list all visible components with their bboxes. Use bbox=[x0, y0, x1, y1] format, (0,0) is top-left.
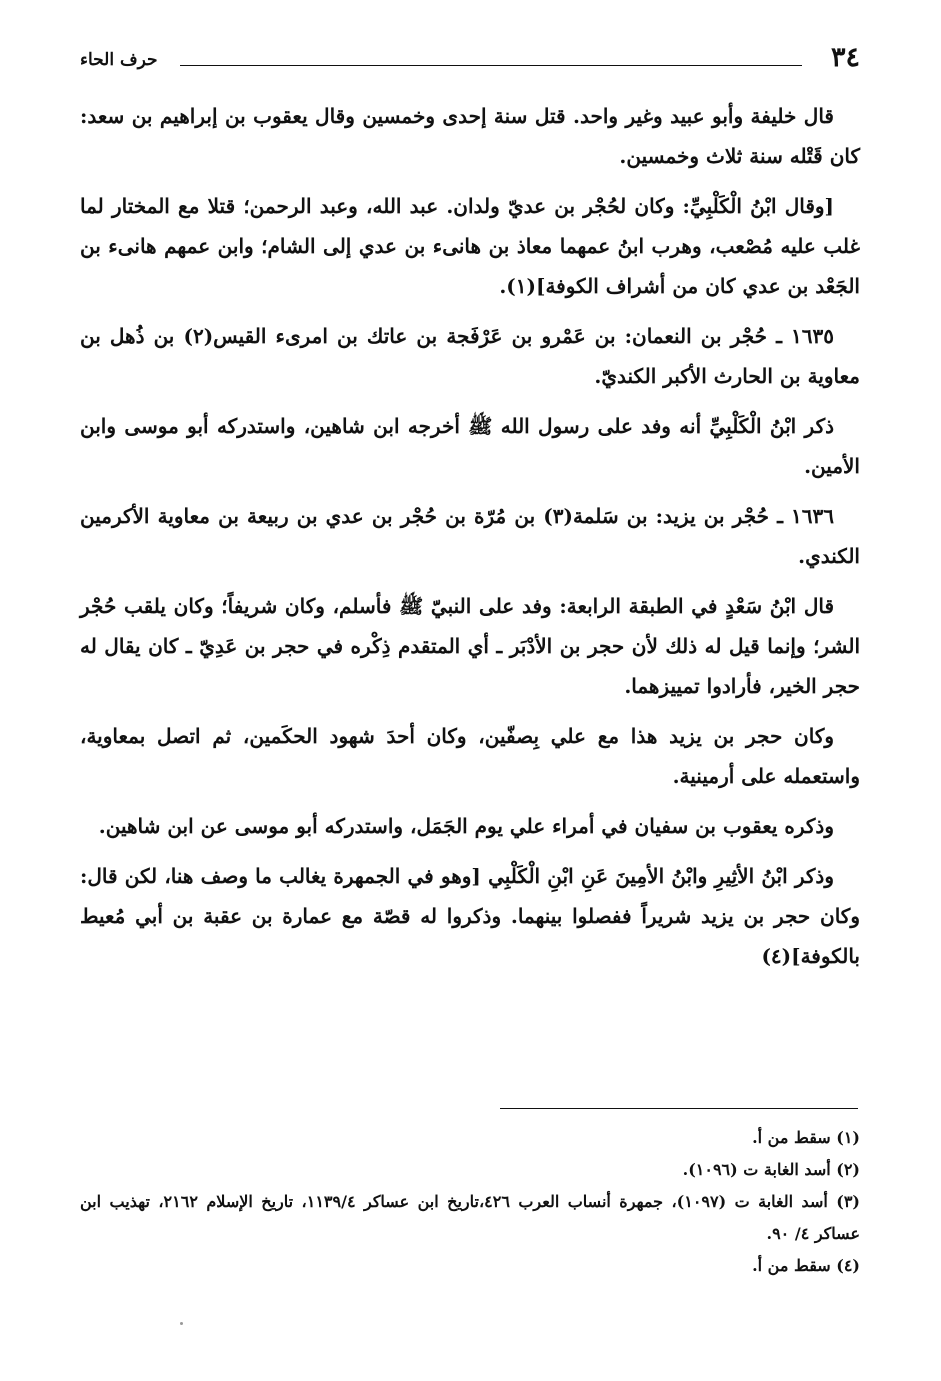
paragraph: ذكر ابْنُ الْكَلْبِيِّ أنه وفد على رسول الله ﷺ أخرجه ابن شاهين، واستدركه أبو موسى وابن الأمين. bbox=[80, 414, 860, 478]
footnote-rule bbox=[500, 1108, 858, 1109]
entry-paragraph: ١٦٣٦ ـ حُجْر بن يزيد: بن سَلمة(٣) بن مُرّة بن حُجْر بن عدي بن ربيعة بن معاوية الأكرمين الكندي. bbox=[80, 504, 860, 568]
page-header bbox=[80, 38, 860, 78]
footnotes bbox=[80, 1122, 860, 1282]
paragraph: وذكر ابْنُ الأثِيرِ وابْنُ الأمِينَ عَنِ ابْنِ الْكَلْبِي [وهو في الجمهرة يغالب ما وصف هنا، لكن قال: وكان حجر بن يزيد شريراً ففصلوا بينهما. وذكروا له قصّة مع عمارة بن عقبة بن أبي مُعيط بالكوفة](٤) bbox=[80, 864, 860, 968]
running-title: حرف الحاء bbox=[80, 50, 158, 70]
paragraph: قال ابْنُ سَعْدٍ في الطبقة الرابعة: وفد على النبيّ ﷺ فأسلم، وكان شريفاً؛ وكان يلقب حُجْر الشر؛ وإنما قيل له ذلك لأن حجر بن الأدْبَر ـ أي المتقدم ذِكْره في حجر بن عَدِيّ ـ كان يقال له حجر الخير، فأرادوا تمييزهما. bbox=[80, 594, 860, 698]
footnote: (٣) أسد الغابة ت (١٠٩٧)، جمهرة أنساب العرب ٤٢٦،تاريخ ابن عساكر ١١٣٩/٤، تاريخ الإسلام ٢١٦٢، تهذيب ابن عساكر ٤/ ٩٠. bbox=[80, 1192, 860, 1243]
header-rule bbox=[180, 65, 802, 66]
footnote: (٢) أسد الغابة ت (١٠٩٦). bbox=[682, 1160, 860, 1179]
footnote: (٤) سقط من أ. bbox=[752, 1256, 860, 1275]
main-text bbox=[80, 96, 860, 986]
paragraph: [وقال ابْنُ الْكَلْبِيِّ: وكان لحُجْر بن عديّ ولدان. عبد الله، وعبد الرحمن؛ قتلا مع المختار لما غلب عليه مُصْعب، وهرب ابنُ عمهما معاذ بن هانىء بن عدي إلى الشام؛ وابن عمهم هانىء بن الجَعْد بن عدي كان من أشراف الكوفة](١). bbox=[80, 194, 860, 298]
footnote: (١) سقط من أ. bbox=[752, 1128, 860, 1147]
paragraph: وكان حجر بن يزيد هذا مع علي بِصفّين، وكان أحدَ شهود الحكَمين، ثم اتصل بمعاوية، واستعمله على أرمينية. bbox=[80, 724, 860, 788]
entry-paragraph: ١٦٣٥ ـ حُجْر بن النعمان: بن عَمْرو بن عَرْفَجة بن عاتك بن امرىء القيس(٢) بن ذُهل بن معاوية بن الحارث الأكبر الكنديّ. bbox=[80, 324, 860, 388]
paragraph: وذكره يعقوب بن سفيان في أمراء علي يوم الجَمَل، واستدركه أبو موسى عن ابن شاهين. bbox=[98, 814, 834, 838]
paragraph: قال خليفة وأبو عبيد وغير واحد. قتل سنة إحدى وخمسين وقال يعقوب بن إبراهيم بن سعد: كان قَتْله سنة ثلاث وخمسين. bbox=[80, 104, 860, 168]
scan-speck bbox=[180, 1322, 183, 1325]
page-number: ٣٤ bbox=[830, 42, 860, 73]
